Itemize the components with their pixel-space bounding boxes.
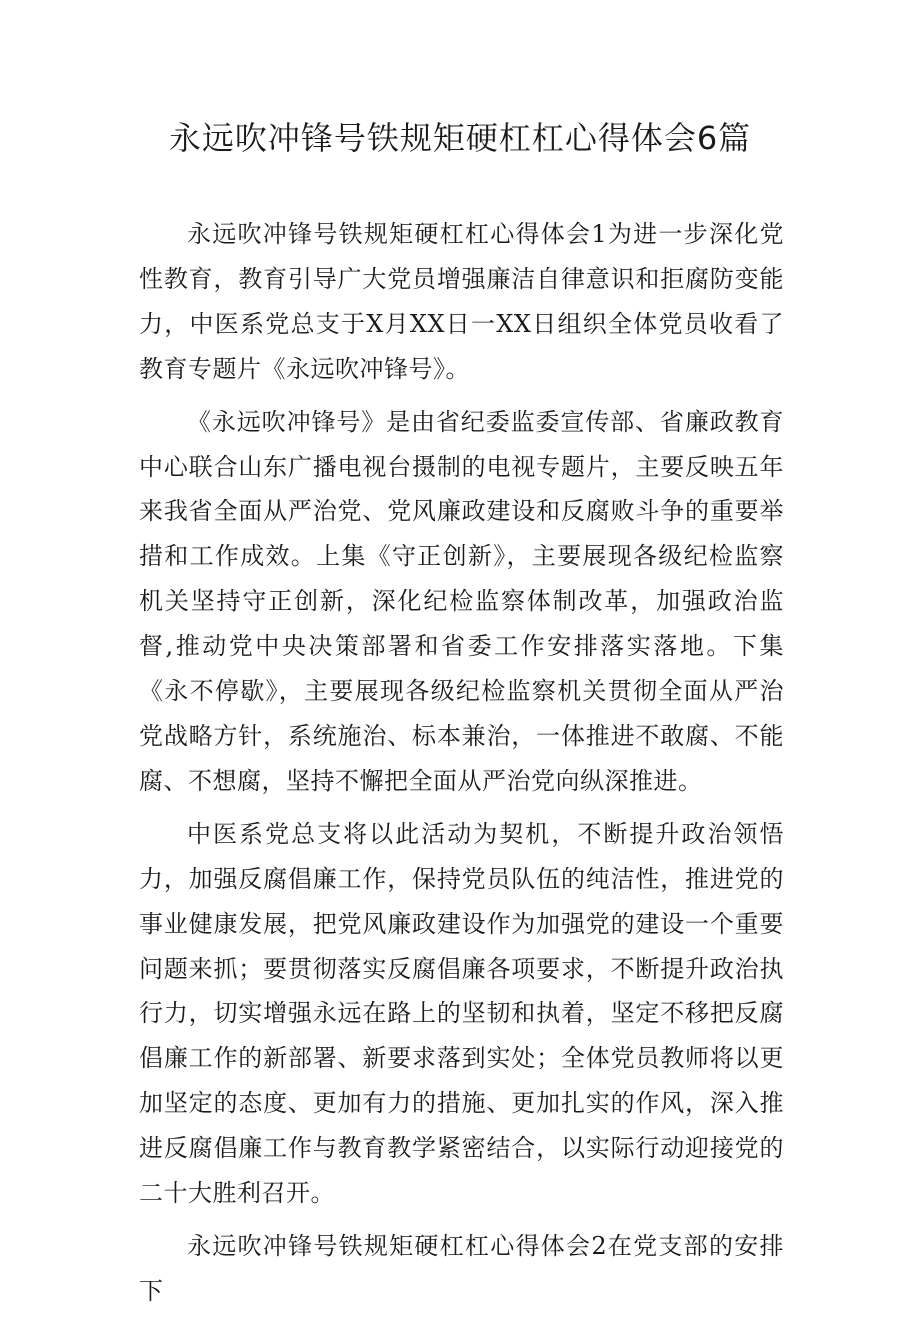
paragraph-1: 永远吹冲锋号铁规矩硬杠杠心得体会1为进一步深化党性教育，教育引导广大党员增强廉洁自律意识和拒腐防变能力，中医系党总支于X月XX日一XX日组织全体党员收看了教育专题片《永远吹冲锋号》。 <box>139 220 784 383</box>
paragraph-2: 《永远吹冲锋号》是由省纪委监委宣传部、省廉政教育中心联合山东广播电视台摄制的电视专题片，主要反映五年来我省全面从严治党、党风廉政建设和反腐败斗争的重要举措和工作成效。上集《守正创新》，主要展现各级纪检监察机关坚持守正创新，深化纪检监察体制改革，加强政治监督,推动党中央决策部署和省委工作安排落实落地。下集《永不停歇》，主要展现各级纪检监察机关贯彻全面从严治党战略方针，系统施治、标本兼治，一体推进不敢腐、不能腐、不想腐，坚持不懈把全面从严治党向纵深推进。 <box>139 407 784 795</box>
paragraph-3: 中医系党总支将以此活动为契机，不断提升政治领悟力，加强反腐倡廉工作，保持党员队伍的纯洁性，推进党的事业健康发展，把党风廉政建设作为加强党的建设一个重要问题来抓；要贯彻落实反腐倡廉各项要求，不断提升政治执行力，切实增强永远在路上的坚韧和执着，坚定不移把反腐倡廉工作的新部署、新要求落到实处；全体党员教师将以更加坚定的态度、更加有力的措施、更加扎实的作风，深入推进反腐倡廉工作与教育教学紧密结合，以实际行动迎接党的二十大胜利召开。 <box>139 819 784 1208</box>
paragraph-4: 永远吹冲锋号铁规矩硬杠杠心得体会2在党支部的安排下 <box>139 1231 784 1305</box>
document-title: 永远吹冲锋号铁规矩硬杠杠心得体会6篇 <box>168 119 752 157</box>
document-body <box>139 212 784 1322</box>
